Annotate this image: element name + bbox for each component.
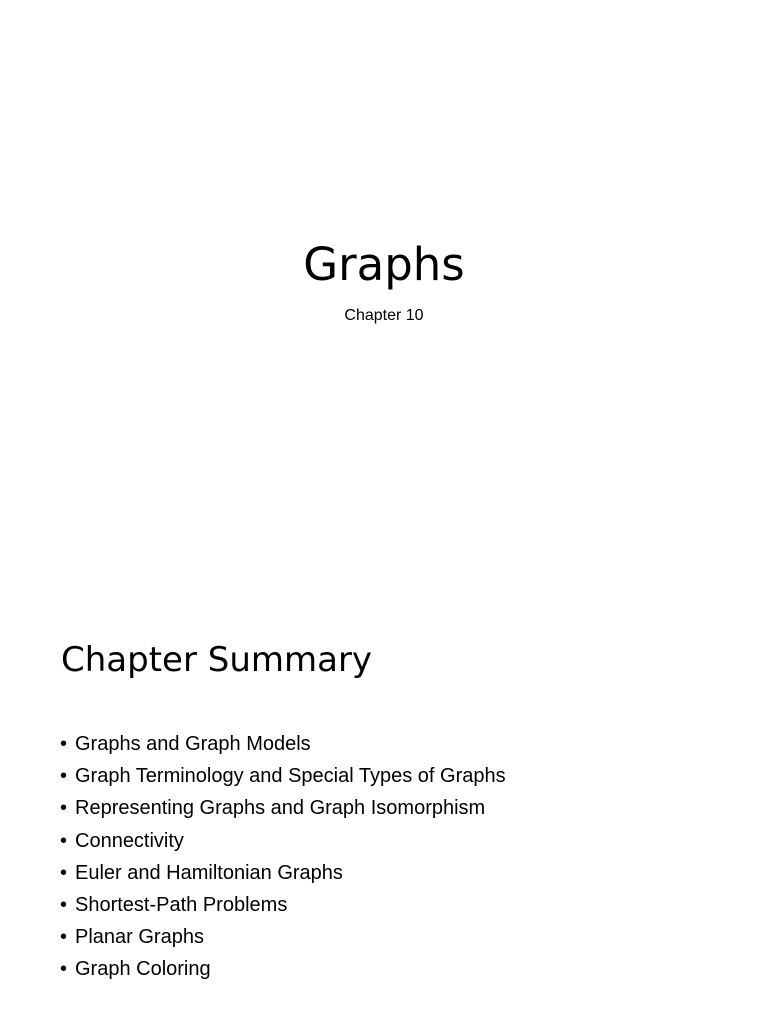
bullet-item (60, 861, 506, 893)
bullet-text: Euler and Hamiltonian Graphs (75, 861, 343, 884)
bullet-text: Graphs and Graph Models (75, 733, 311, 755)
bullet-icon: • (60, 733, 68, 755)
bullet-text: Graph Coloring (75, 958, 211, 981)
bullet-icon: • (60, 958, 68, 981)
bullet-icon: • (60, 797, 68, 820)
bullet-item (60, 957, 506, 989)
bullet-item (60, 893, 506, 925)
bullet-icon: • (60, 926, 68, 949)
slide-subtitle: Chapter 10 (344, 307, 424, 324)
bullet-icon: • (60, 829, 68, 852)
slide-title: Graphs (303, 238, 465, 291)
bullet-text: Planar Graphs (75, 926, 204, 949)
bullet-text: Representing Graphs and Graph Isomorphism (75, 797, 486, 820)
bullet-icon: • (60, 861, 68, 884)
summary-slide (0, 576, 768, 1024)
summary-title: Chapter Summary (61, 640, 373, 680)
bullet-item (60, 796, 506, 828)
bullet-icon: • (60, 893, 68, 916)
bullet-item (60, 732, 506, 764)
bullet-icon: • (60, 765, 68, 788)
bullet-text: Graph Terminology and Special Types of Graphs (75, 765, 506, 788)
bullet-text: Shortest-Path Problems (75, 893, 288, 916)
bullet-item (60, 829, 506, 861)
bullet-text: Connectivity (75, 829, 184, 852)
bullet-item (60, 925, 506, 957)
bullet-item (60, 764, 506, 796)
summary-bullet-list (60, 732, 506, 990)
